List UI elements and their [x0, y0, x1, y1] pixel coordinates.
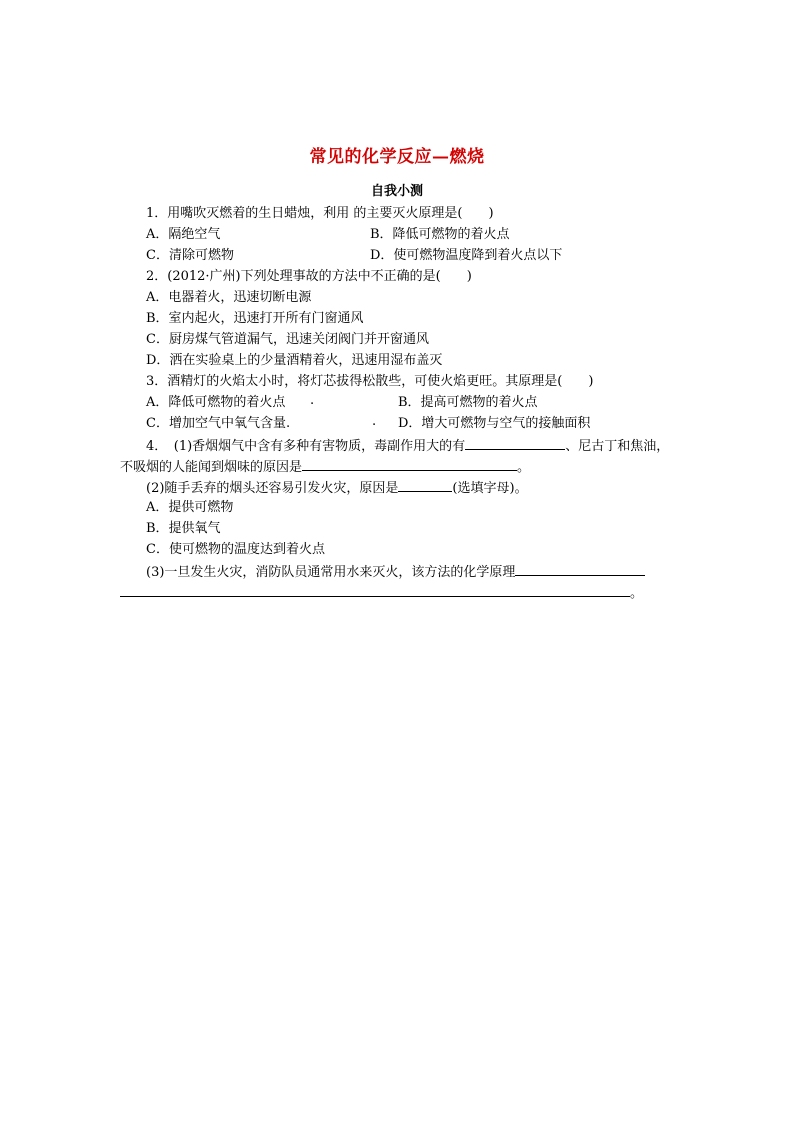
question-4-part-3-text: (3)一旦发生火灾，消防队员通常用水来灭火，该方法的化学原理 [146, 565, 516, 580]
question-4-part-2-text: (2)随手丢弃的烟头还容易引发火灾，原因是 [146, 481, 399, 496]
question-3-option-a: A．降低可燃物的着火点 [146, 395, 286, 410]
question-4-option-b: B．提供氧气 [146, 521, 221, 536]
stray-dot-mark: . [310, 393, 315, 408]
question-2-option-b: B．室内起火，迅速打开所有门窗通风 [146, 311, 364, 326]
question-1-option-d: D．使可燃物温度降到着火点以下 [370, 248, 563, 263]
question-4-part-1-reason-text: 不吸烟的人能闻到烟味的原因是 [120, 460, 303, 475]
sentence-end: 。 [517, 460, 531, 475]
question-1-stem: 1．用嘴吹灭燃着的生日蜡烛，利用 的主要灭火原理是( ) [146, 206, 494, 221]
answer-blank[interactable] [398, 477, 452, 492]
answer-blank[interactable] [302, 456, 517, 471]
question-4-part-1 [146, 435, 669, 457]
answer-blank[interactable] [515, 561, 645, 576]
question-4-part-1-text-tail: 、尼古丁和焦油， [565, 439, 670, 454]
question-4-part-3-continued [120, 582, 643, 604]
question-4-part-1-continued [120, 456, 530, 478]
question-2-stem: 2．(2012·广州)下列处理事故的方法中不正确的是( ) [146, 269, 472, 284]
question-4-part-1-text: 4． (1)香烟烟气中含有多种有害物质，毒副作用大的有 [146, 439, 466, 454]
question-1-option-a: A．隔绝空气 [146, 227, 221, 242]
question-1-option-c: C．清除可燃物 [146, 248, 234, 263]
answer-blank[interactable] [465, 435, 565, 450]
question-4-option-a: A．提供可燃物 [146, 500, 234, 515]
question-3-option-d: D．增大可燃物与空气的接触面积 [398, 416, 591, 431]
sentence-end: 。 [630, 586, 644, 601]
question-2-option-a: A．电器着火，迅速切断电源 [146, 290, 312, 305]
question-4-part-3 [146, 561, 645, 583]
question-2-option-d: D．洒在实验桌上的少量酒精着火，迅速用湿布盖灭 [146, 353, 443, 368]
question-4-option-c: C．使可燃物的温度达到着火点 [146, 542, 325, 557]
question-3-stem: 3．酒精灯的火焰太小时，将灯芯拔得松散些，可使火焰更旺。其原理是( ) [146, 374, 594, 389]
section-subtitle: 自我小测 [370, 184, 423, 199]
stray-dot-mark: . [372, 414, 377, 429]
question-4-part-2-tail: (选填字母)。 [452, 481, 528, 496]
question-4-part-2 [146, 477, 528, 499]
question-2-option-c: C．厨房煤气管道漏气，迅速关闭阀门并开窗通风 [146, 332, 429, 347]
question-3-option-b: B．提高可燃物的着火点 [398, 395, 538, 410]
question-1-option-b: B．降低可燃物的着火点 [370, 227, 510, 242]
question-3-option-c: C．增加空气中氧气含量. [146, 416, 291, 431]
document-title: 常见的化学反应—燃烧 [309, 147, 485, 167]
answer-blank[interactable] [120, 582, 630, 597]
